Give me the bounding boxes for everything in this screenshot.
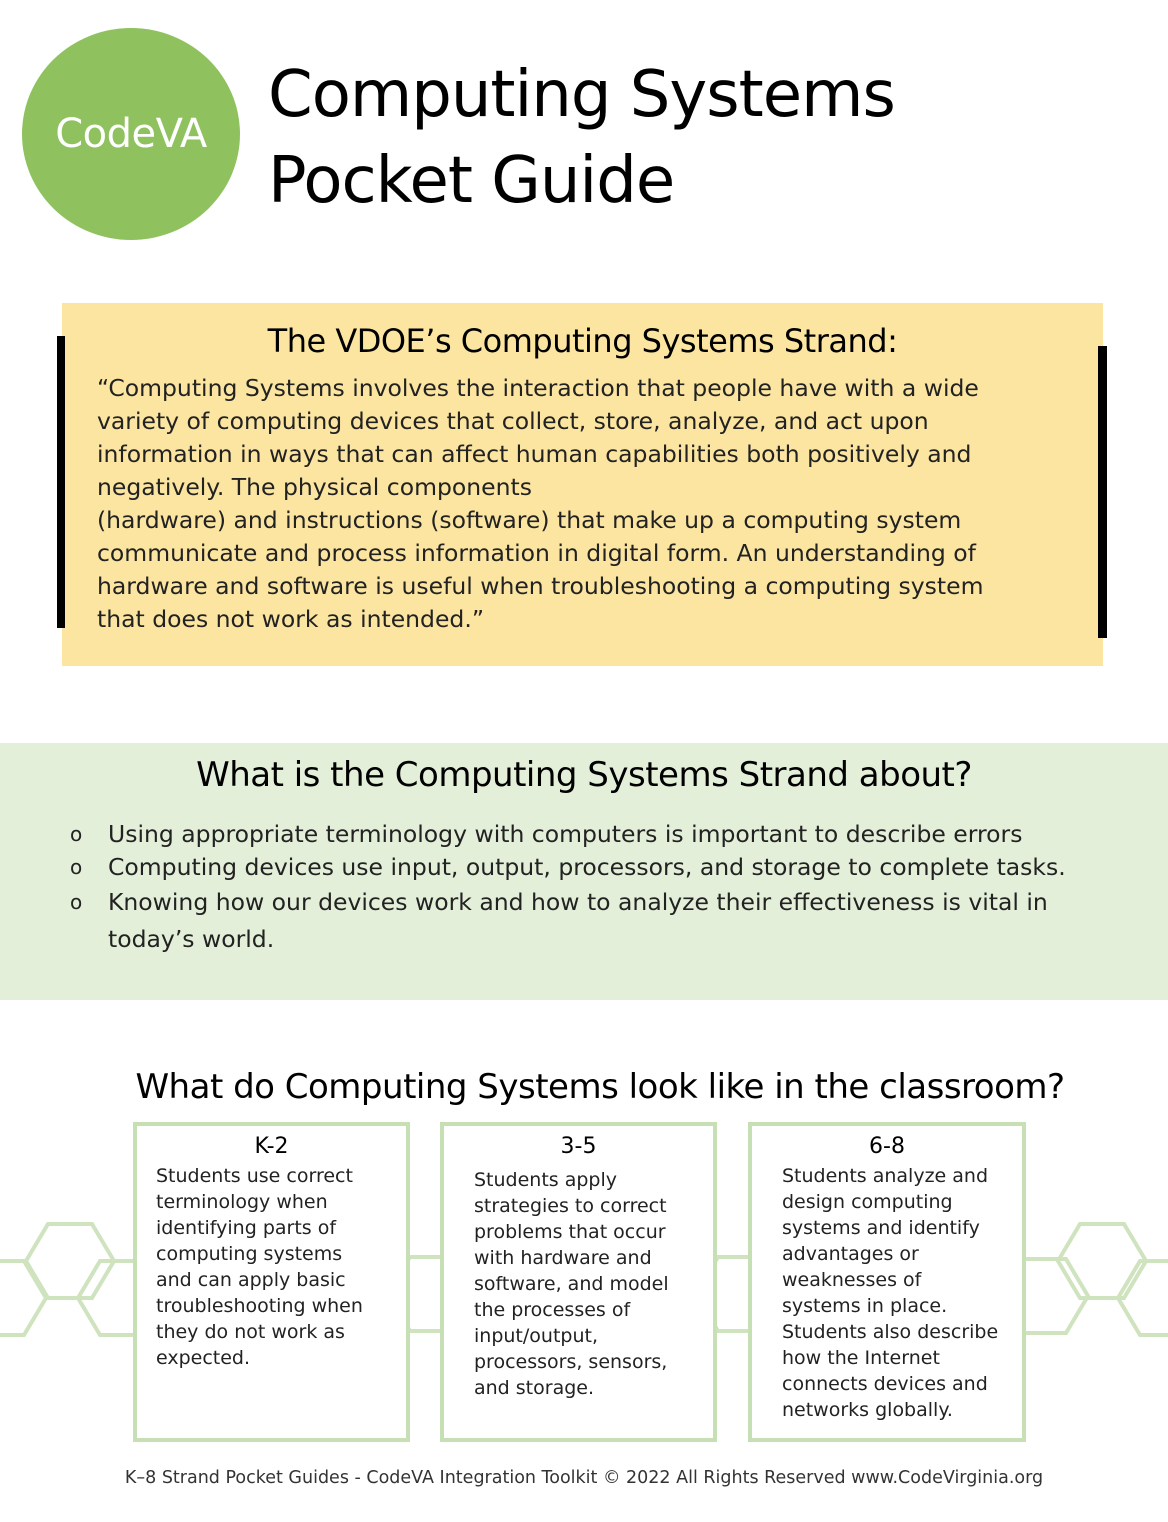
bullet-icon: o: [70, 822, 83, 846]
card-title: 3-5: [560, 1134, 597, 1159]
about-heading: What is the Computing Systems Strand about?: [196, 755, 972, 795]
card-body: Students apply strategies to correct problems that occur with hardware and software, and model the processes of input/output, processors, sensors, and storage.: [474, 1169, 669, 1399]
bullet-icon: o: [70, 890, 83, 914]
grade-card-6-8: [748, 1122, 1026, 1442]
card-body: Students use correct terminology when identifying parts of computing systems and can apply basic troubleshooting when they do not work as expected.: [156, 1165, 363, 1369]
page-title-line-1: Computing Systems: [268, 58, 895, 132]
footer: K–8 Strand Pocket Guides - CodeVA Integration Toolkit © 2022 All Rights Reserved www.CodeVirginia.org: [124, 1468, 1044, 1488]
bullet-icon: o: [70, 855, 83, 879]
logo-text: CodeVA: [55, 111, 207, 157]
hexagon-shape: [1058, 1224, 1146, 1298]
classroom-heading: What do Computing Systems look like in the classroom?: [135, 1067, 1065, 1107]
grade-card-k-2: [133, 1122, 410, 1442]
grade-card-3-5: [440, 1122, 717, 1442]
card-title: 6-8: [869, 1134, 905, 1159]
list-item-text: Using appropriate terminology with computers is important to describe errors: [108, 820, 1023, 848]
list-item-text: Knowing how our devices work and how to analyze their effectiveness is vital in today’s world.: [108, 888, 1048, 953]
strand-heading: The VDOE’s Computing Systems Strand:: [267, 322, 898, 360]
list-item-text: Computing devices use input, output, processors, and storage to complete tasks.: [108, 853, 1066, 881]
hexagon-shape: [0, 1261, 46, 1335]
page-title-line-2: Pocket Guide: [268, 144, 675, 218]
card-title: K-2: [254, 1134, 289, 1159]
card-body: Students analyze and design computing systems and identify advantages or weaknesses of systems in place. Students also describe how the Internet connects devices and networks globally.: [782, 1165, 999, 1421]
strand-quote: “Computing Systems involves the interaction that people have with a wide variety of computing devices that collect, store, analyze, and act upon information in ways that can affect human capabilities both positively and negatively. The physical components (hardware) and instructions (software) that make up a computing system communicate and process information in digital form. An understanding of hardware and software is useful when troubleshooting a computing system that does not work as intended.”: [97, 374, 984, 633]
